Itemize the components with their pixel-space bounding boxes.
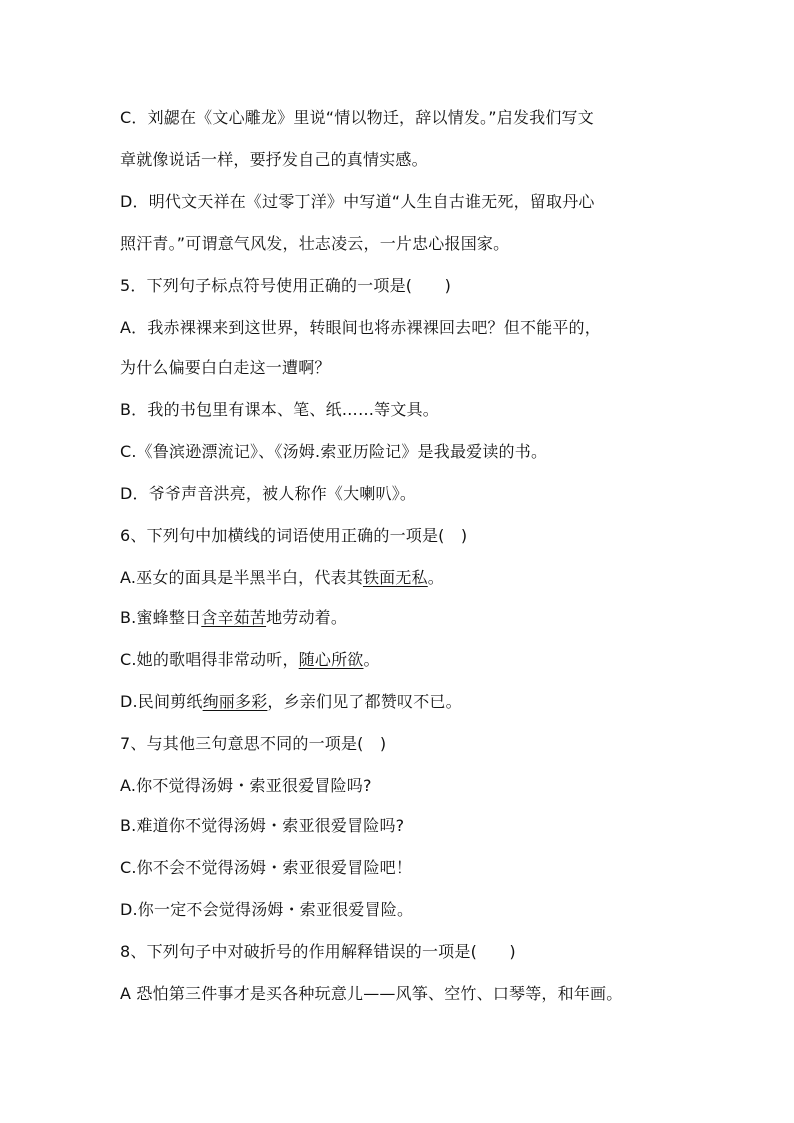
q7-option-d: D.你一定不会觉得汤姆・索亚很爱冒险。 [120,900,414,919]
q6-b-underlined: 含辛茹苦 [201,608,267,627]
q6-option-b [120,606,347,630]
q7-option-c: C.你不会不觉得汤姆・索亚很爱冒险吧！ [120,858,413,877]
q6-option-a [120,566,444,590]
q4-option-d-line1: D．明代文天祥在《过零丁洋》中写道“人生自古谁无死，留取丹心 [120,192,595,211]
q8-option-a: A 恐怕第三件事才是买各种玩意儿——风筝、空竹、口琴等，和年画。 [120,984,623,1003]
q5-option-a-line1: A．我赤裸裸来到这世界，转眼间也将赤裸裸回去吧？但不能平的， [120,318,601,337]
q6-d-underlined: 绚丽多彩 [202,692,268,711]
q7-stem: 7、与其他三句意思不同的一项是( ) [120,734,387,753]
q5-option-b: B．我的书包里有课本、笔、纸……等文具。 [120,400,439,419]
q4-option-c-line1: C．刘勰在《文心雕龙》里说“情以物迁，辞以情发。”启发我们写文 [120,108,594,127]
q7-option-a: A.你不觉得汤姆・索亚很爱冒险吗? [120,776,372,795]
q6-a-underlined: 铁面无私 [362,568,428,587]
q6-b-text: B.蜜蜂整日 [120,608,202,627]
q6-c-text: C.她的歌唱得非常动听， [120,650,299,669]
q6-d-end: ，乡亲们见了都赞叹不已。 [267,692,462,711]
q4-option-c-line2: 章就像说话一样，要抒发自己的真情实感。 [120,150,428,169]
q8-stem: 8、下列句子中对破折号的作用解释错误的一项是( ) [120,942,516,961]
q6-a-end: 。 [427,568,444,587]
q6-b-end: 地劳动着。 [266,608,348,627]
q6-a-text: A.巫女的面具是半黑半白，代表其 [120,568,363,587]
q6-d-text: D.民间剪纸 [120,692,203,711]
q6-c-underlined: 随心所欲 [298,650,364,669]
q5-stem: 5．下列句子标点符号使用正确的一项是( ) [120,276,452,295]
q6-option-d [120,690,462,714]
q5-option-d: D．爷爷声音洪亮，被人称作《大喇叭》。 [120,484,417,503]
q6-c-end: 。 [363,650,380,669]
q6-stem: 6、下列句中加横线的词语使用正确的一项是( ) [120,526,468,545]
q5-option-a-line2: 为什么偏要白白走这一遭啊？ [120,358,331,377]
q6-option-c [120,648,380,672]
q7-option-b: B.难道你不觉得汤姆・索亚很爱冒险吗? [120,816,405,835]
q5-option-c: C.《鲁滨逊漂流记》、《汤姆.索亚历险记》是我最爱读的书。 [120,442,548,461]
q4-option-d-line2: 照汗青。”可谓意气风发，壮志凌云，一片忠心报国家。 [120,234,510,253]
